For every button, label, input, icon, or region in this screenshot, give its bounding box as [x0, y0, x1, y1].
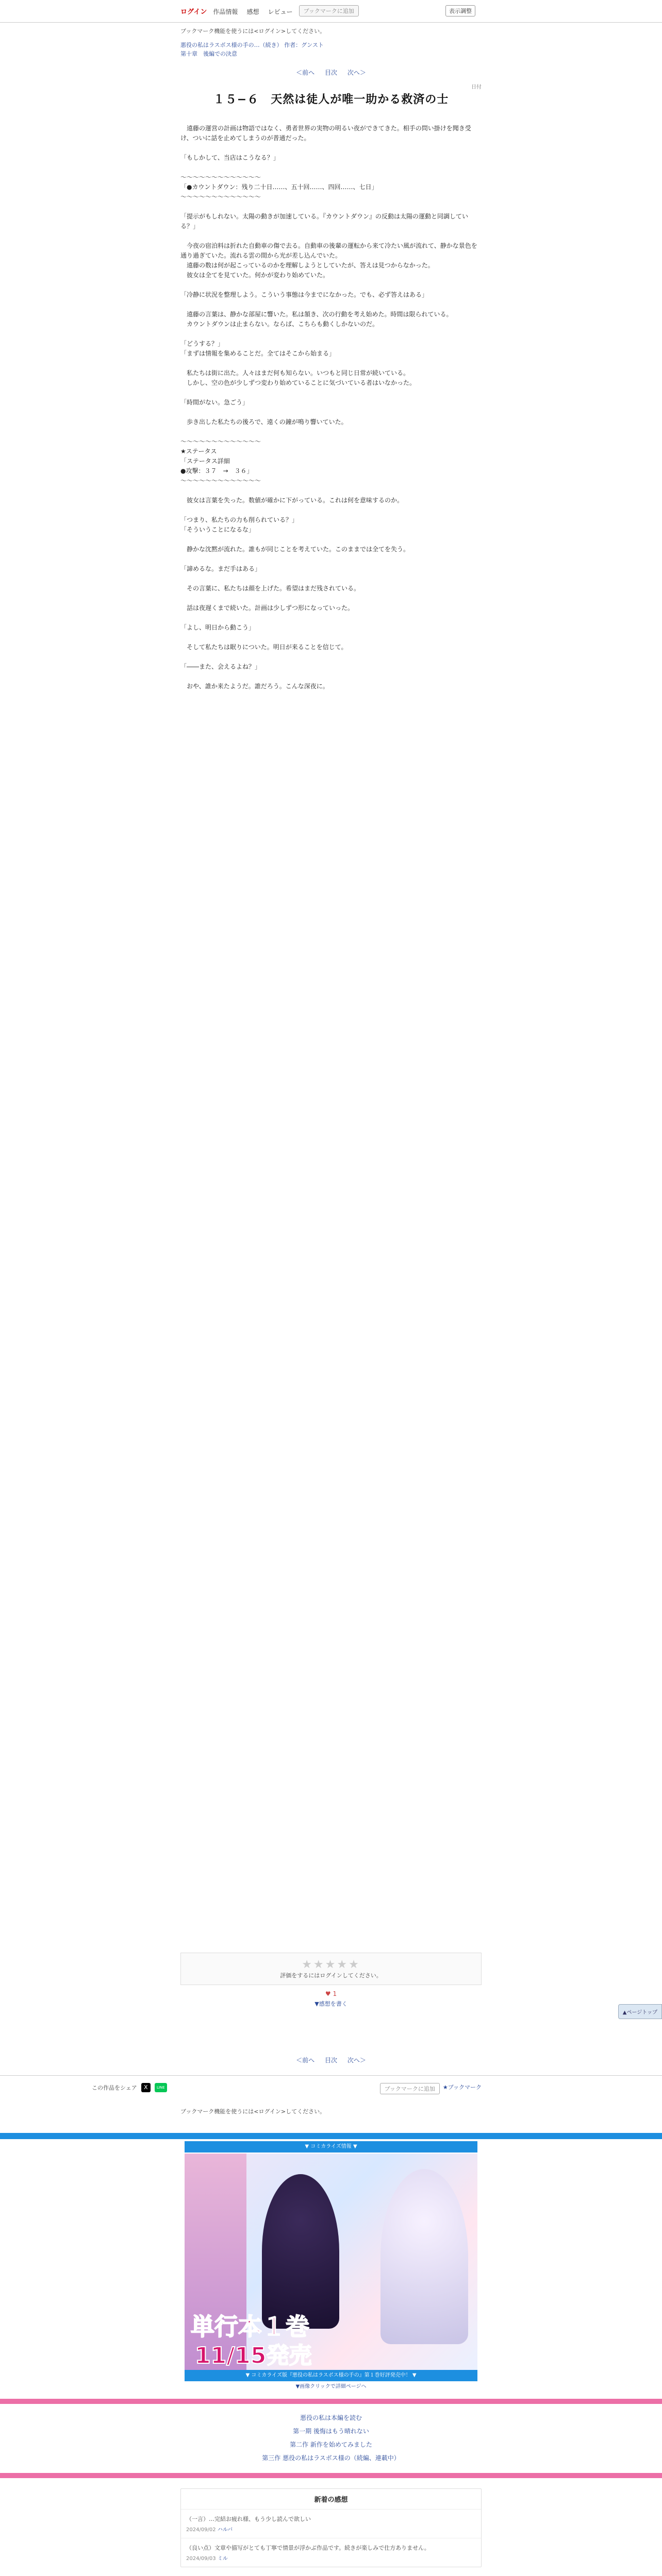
bookmark-button-footer[interactable]: ブックマークに追加	[380, 2083, 440, 2094]
review-user[interactable]: ミル	[217, 2556, 228, 2562]
line-share-icon[interactable]: LINE	[155, 2083, 167, 2092]
body-paragraph: 遠藤の言葉は、静かな部屋に響いた。私は頷き、次の行動を考え始めた。時間は限られている。 カウントダウンは止まらない。ならば、こちらも動くしかないのだ。	[187, 311, 453, 328]
x-share-icon[interactable]: X	[141, 2083, 151, 2092]
related-link-3[interactable]: 第二作 新作を始めてみました	[290, 2441, 372, 2448]
prev-link[interactable]: ＜前へ	[296, 69, 315, 76]
top-pager	[180, 68, 482, 77]
toc-link-bottom[interactable]: 目次	[324, 2057, 337, 2064]
body-paragraph: 「諦めるな。まだ手はある」	[180, 565, 261, 572]
login-notice: ブックマーク機能を使うには<ログイン>してください。	[180, 28, 326, 35]
rating-label: 評価をするにはログインしてください。	[280, 1972, 382, 1979]
next-link-bottom[interactable]: 次へ＞	[347, 2057, 366, 2064]
body-paragraph: 〜〜〜〜〜〜〜〜〜〜〜〜〜 ★ステータス 「ステータス詳細 ●攻撃：３７ → ３６」 〜〜〜〜〜〜〜〜〜〜〜〜〜	[180, 438, 261, 484]
login-notice-footer: ブックマーク機能を使うには<ログイン>してください。	[180, 2108, 326, 2115]
chapter-name: 第十章 後編での決意	[180, 50, 237, 57]
login-link[interactable]: ログイン	[180, 8, 207, 16]
next-link[interactable]: 次へ＞	[347, 69, 366, 76]
nav-impressions[interactable]: 感想	[246, 8, 259, 15]
body-paragraph: 静かな沈黙が流れた。誰もが同じことを考えていた。このままでは全てを失う。	[180, 546, 410, 553]
body-paragraph: 「つまり、私たちの力も削られている？」 「そういうことになるな」	[180, 516, 299, 533]
author-name: 作者：グンスト	[284, 42, 324, 48]
related-link-2[interactable]: 第一期 後悔はもう晴れない	[293, 2428, 369, 2435]
prev-link-bottom[interactable]: ＜前へ	[296, 2057, 315, 2064]
body-paragraph: 「提示がもしれない。太陽の動きが加速している。『カウントダウン』の反動は太陽の運動と同調している？」	[180, 213, 469, 230]
reviews-box	[180, 2488, 482, 2567]
pink-divider-2	[0, 2473, 662, 2478]
body-paragraph: おや、誰か来たようだ。誰だろう。こんな深夜に。	[180, 683, 329, 690]
body-paragraph: 話は夜遅くまで続いた。計画は少しずつ形になっていった。	[180, 604, 354, 612]
body-paragraph: 「時間がない。急ごう」	[180, 399, 249, 406]
release-label: 単行本１巻	[191, 2313, 309, 2341]
body-paragraph: 歩き出した私たちの後ろで、遠くの鐘が鳴り響いていた。	[180, 418, 347, 426]
write-impression-link[interactable]: ▼感想を書く	[315, 2001, 347, 2007]
review-item[interactable]	[181, 2538, 481, 2567]
body-paragraph: 「どうする？」 「まずは情報を集めることだ。全てはそこから始まる」	[180, 340, 336, 357]
review-text: （良い点）文章や描写がとても丁寧で情景が浮かぶ作品です。続きが楽しみで仕方ありません。	[186, 2545, 430, 2551]
comic-banner[interactable]	[185, 2154, 477, 2370]
banner-bottom-bar: ▼ コミカライズ版『悪役の私はラスボス様の手の』第１巻好評発売中！ ▼	[185, 2370, 477, 2381]
series-link[interactable]: 悪役の私はラスボス様の手の…（続き）	[180, 42, 283, 48]
site-header	[0, 0, 662, 23]
review-date: 2024/09/02	[186, 2527, 216, 2533]
related-link-4[interactable]: 第三作 悪役の私はラスボス様の（続編、連載中）	[262, 2454, 400, 2462]
nav-review[interactable]: レビュー	[268, 8, 293, 15]
bookmark-button[interactable]: ブックマークに追加	[299, 5, 359, 16]
body-paragraph: 〜〜〜〜〜〜〜〜〜〜〜〜〜 「●カウントダウン：残り二十日……、五十回……、四回……、七日」 〜〜〜〜〜〜〜〜〜〜〜〜〜	[180, 174, 378, 200]
rating-box	[180, 1953, 482, 1985]
review-user[interactable]: ハルバ	[217, 2527, 233, 2533]
related-links	[180, 2411, 482, 2465]
body-paragraph: 遠藤の運営の計画は物語ではなく、勇者世界の実物の明るい夜ができてきた。相手の問い掛けを聞き受け、ついに話を止めてしまうのが普通だった。	[180, 125, 471, 142]
body-paragraph: その言葉に、私たちは顔を上げた。希望はまだ残されている。	[180, 585, 360, 592]
publish-date: 日付	[471, 84, 482, 90]
share-title: この作品をシェア	[92, 2084, 137, 2091]
episode-body	[180, 124, 482, 1772]
banner-top-bar: ▼ コミカライズ情報 ▼	[185, 2141, 477, 2153]
nav-work-info[interactable]: 作品情報	[213, 8, 238, 15]
bottom-pager	[180, 2056, 482, 2064]
body-paragraph: 「よし、明日から動こう」	[180, 624, 255, 631]
body-paragraph: 今夜の宿泊料は折れた自動車の傷で去る。自動車の後輩の運転から来て冷たい風が流れて、静かな景色を通り過ぎていた。流れる雲の間から光が差し込んでいた。 遠藤の数は何が起こっているのかを理解しようとしていたが、答えは見つからなかった。 彼女は全てを見ていた。何かが変わり始めていた。	[180, 242, 477, 279]
toc-link[interactable]: 目次	[324, 69, 337, 76]
review-item[interactable]	[181, 2510, 481, 2538]
bookmark-star-link[interactable]: ★ブックマーク	[442, 2084, 482, 2091]
body-paragraph: 彼女は言葉を失った。数値が確かに下がっている。これは何を意味するのか。	[180, 497, 404, 504]
blue-divider	[0, 2133, 662, 2139]
related-link-1[interactable]: 悪役の私は本編を読む	[300, 2414, 362, 2421]
body-paragraph: 私たちは街に出た。人々はまだ何も知らない。いつもと同じ日常が続いている。 しかし、空の色が少しずつ変わり始めていることに気づいている者はいなかった。	[187, 369, 416, 386]
display-settings-button[interactable]: 表示調整	[445, 5, 475, 16]
banner-detail-link[interactable]: ▼画像クリックで詳細ページへ	[185, 2381, 477, 2393]
body-paragraph: 「もしかして、当店はこうなる？」	[180, 154, 279, 161]
rating-stars[interactable]: ★★★★★	[302, 1958, 360, 1971]
page-top-button[interactable]: ▲ページトップ	[618, 2004, 662, 2019]
like-button[interactable]: ♥ 1	[325, 1990, 337, 1997]
body-paragraph: 「冷静に状況を整理しよう。こういう事態は今までになかった。でも、必ず答えはある」	[180, 291, 428, 298]
release-date: 11/15発売	[195, 2343, 312, 2369]
pink-divider	[0, 2399, 662, 2404]
review-date: 2024/09/03	[186, 2556, 216, 2562]
review-text: （一言）…完結お疲れ様、もう少し読んで欲しい	[186, 2516, 311, 2522]
breadcrumb	[180, 41, 482, 58]
reviews-title: 新着の感想	[181, 2489, 481, 2510]
body-paragraph: 「――また、会えるよね？」	[180, 663, 261, 670]
body-paragraph: そして私たちは眠りについた。明日が来ることを信じて。	[180, 643, 347, 651]
episode-title: １５−６ 天然は徒人が唯一助かる救済の士	[213, 93, 449, 106]
